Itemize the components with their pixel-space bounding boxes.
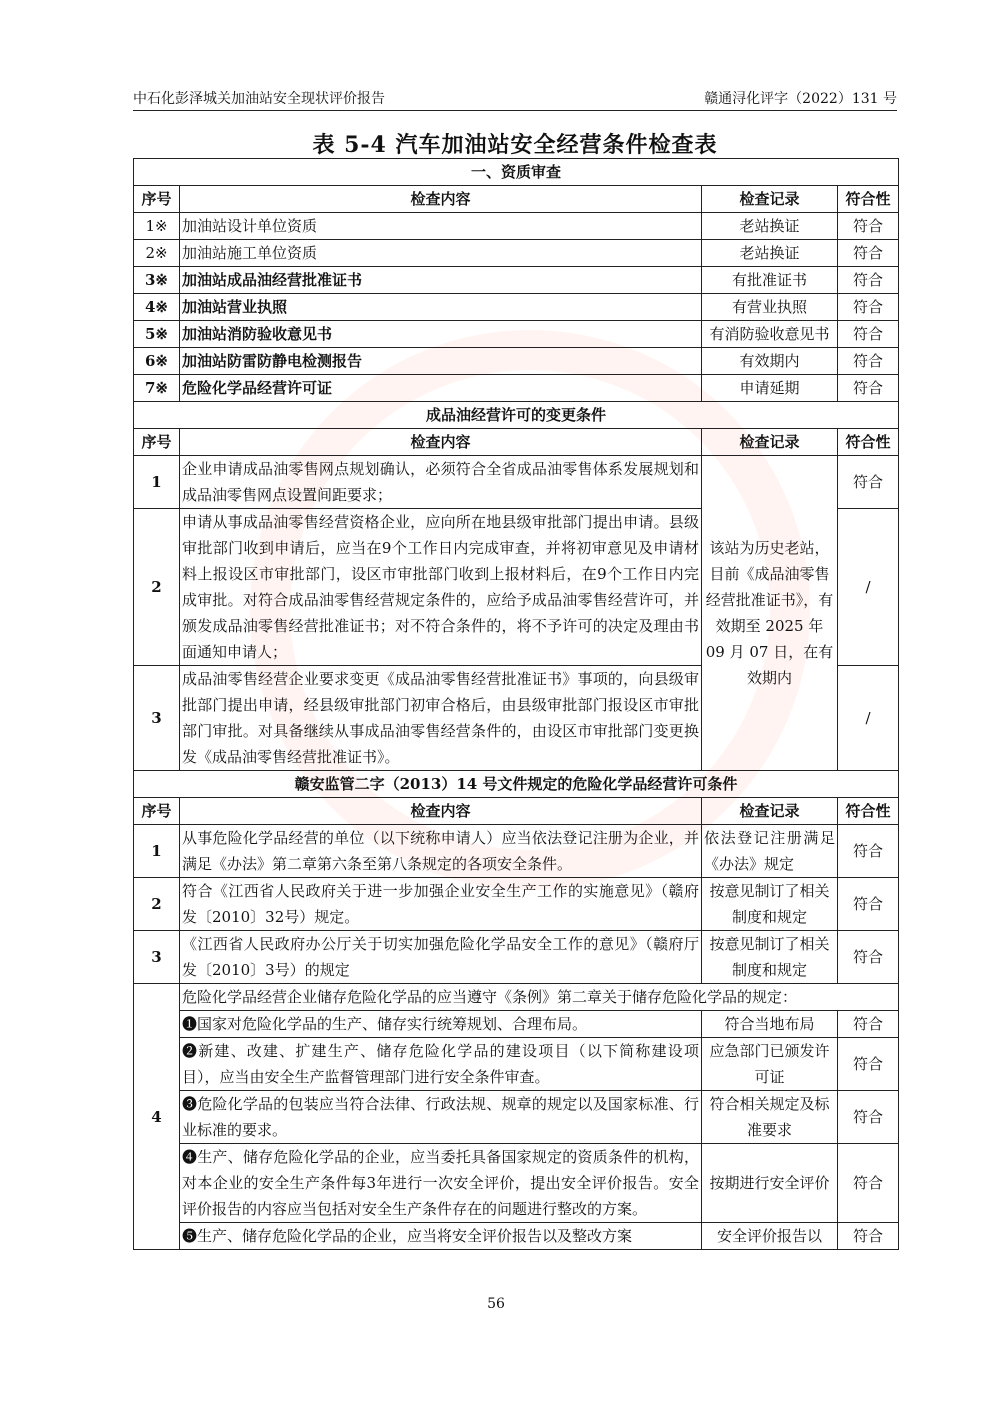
row-content: 加油站营业执照: [180, 294, 702, 321]
section-title: 赣安监管二字（2013）14 号文件规定的危险化学品经营许可条件: [134, 771, 899, 798]
row-content: 加油站施工单位资质: [180, 240, 702, 267]
header-report-number: 赣通浔化评字（2022）131 号: [704, 91, 897, 107]
col-header-no: 序号: [134, 429, 180, 456]
row-no: 3: [134, 931, 180, 984]
col-header-no: 序号: [134, 186, 180, 213]
row-record: 老站换证: [702, 213, 838, 240]
col-header-no: 序号: [134, 798, 180, 825]
table-subrow: [134, 1223, 899, 1250]
row-conform: 符合: [838, 267, 899, 294]
row-no: 3: [134, 666, 180, 771]
row-content: 符合《江西省人民政府关于进一步加强企业安全生产工作的实施意见》（赣府发〔2010〕32号）规定。: [180, 878, 702, 931]
check-table: [133, 158, 899, 1250]
row-conform: 符合: [838, 375, 899, 402]
table-subrow: [134, 1011, 899, 1038]
table-row: [134, 878, 899, 931]
row-conform: 符合: [838, 213, 899, 240]
table-row: [134, 825, 899, 878]
row-no: 2: [134, 509, 180, 666]
table-subrow: [134, 1091, 899, 1144]
table-subrow: [134, 1144, 899, 1223]
row-intro: 危险化学品经营企业储存危险化学品的应当遵守《条例》第二章关于储存危险化学品的规定：: [180, 984, 899, 1011]
row-record: 有消防验收意见书: [702, 321, 838, 348]
subrow-conform: 符合: [838, 1223, 899, 1250]
table-row: [134, 267, 899, 294]
row-content: 加油站设计单位资质: [180, 213, 702, 240]
row-record: 有批准证书: [702, 267, 838, 294]
row-no: 1: [134, 456, 180, 509]
row-no: 4: [134, 984, 180, 1250]
page-header: [133, 84, 897, 111]
row-content: 加油站成品油经营批准证书: [180, 267, 702, 294]
row-record: 老站换证: [702, 240, 838, 267]
subrow-content: ❺生产、储存危险化学品的企业，应当将安全评价报告以及整改方案: [180, 1223, 702, 1250]
row-conform: 符合: [838, 348, 899, 375]
row-conform: 符合: [838, 294, 899, 321]
subrow-conform: 符合: [838, 1091, 899, 1144]
subrow-conform: 符合: [838, 1011, 899, 1038]
row-content: 从事危险化学品经营的单位（以下统称申请人）应当依法登记注册为企业，并满足《办法》第二章第六条至第八条规定的各项安全条件。: [180, 825, 702, 878]
row-conform: 符合: [838, 456, 899, 509]
table-subrow: [134, 1038, 899, 1091]
row-conform: 符合: [838, 878, 899, 931]
row-content: 成品油零售经营企业要求变更《成品油零售经营批准证书》事项的，向县级审批部门提出申请，经县级审批部门初审合格后，由县级审批部门报设区市审批部门审批。对具备继续从事成品油零售经营条件的，由设区市审批部门变更换发《成品油零售经营批准证书》。: [180, 666, 702, 771]
row-no: 1: [134, 825, 180, 878]
row-conform: 符合: [838, 931, 899, 984]
table-row: [134, 348, 899, 375]
row-content: 《江西省人民政府办公厅关于切实加强危险化学品安全工作的意见》（赣府厅发〔2010〕3号）的规定: [180, 931, 702, 984]
subrow-record: 符合相关规定及标准要求: [702, 1091, 838, 1144]
col-header-record: 检查记录: [702, 429, 838, 456]
row-conform: /: [838, 509, 899, 666]
row-no: 4※: [134, 294, 180, 321]
col-header-record: 检查记录: [702, 798, 838, 825]
row-record: 按意见制订了相关制度和规定: [702, 878, 838, 931]
table-row: [134, 931, 899, 984]
table-row: [134, 456, 899, 509]
row-record: 有效期内: [702, 348, 838, 375]
subrow-content: ❸危险化学品的包装应当符合法律、行政法规、规章的规定以及国家标准、行业标准的要求。: [180, 1091, 702, 1144]
subrow-conform: 符合: [838, 1144, 899, 1223]
subrow-record: 符合当地布局: [702, 1011, 838, 1038]
row-content: 危险化学品经营许可证: [180, 375, 702, 402]
row-no: 3※: [134, 267, 180, 294]
subrow-content: ❶国家对危险化学品的生产、储存实行统筹规划、合理布局。: [180, 1011, 702, 1038]
row-no: 6※: [134, 348, 180, 375]
section-title: 成品油经营许可的变更条件: [134, 402, 899, 429]
row-content: 企业申请成品油零售网点规划确认，必须符合全省成品油零售体系发展规划和成品油零售网点设置间距要求；: [180, 456, 702, 509]
row-conform: 符合: [838, 321, 899, 348]
col-header-content: 检查内容: [180, 186, 702, 213]
row-record: 有营业执照: [702, 294, 838, 321]
row-content: 加油站消防验收意见书: [180, 321, 702, 348]
table-row: [134, 375, 899, 402]
table-header-row: [134, 186, 899, 213]
row-no: 2: [134, 878, 180, 931]
row-record: 按意见制订了相关制度和规定: [702, 931, 838, 984]
table-header-row: [134, 429, 899, 456]
table-row: [134, 240, 899, 267]
table-title: 表 5-4 汽车加油站安全经营条件检查表: [312, 132, 718, 158]
row-content: 申请从事成品油零售经营资格企业，应向所在地县级审批部门提出申请。县级审批部门收到申请后，应当在9个工作日内完成审查，并将初审意见及申请材料上报设区市审批部门，设区市审批部门收到上报材料后，在9个工作日内完成审批。对符合成品油零售经营规定条件的，应给予成品油零售经营许可，并颁发成品油零售经营批准证书；对不符合条件的，将不予许可的决定及理由书面通知申请人；: [180, 509, 702, 666]
subrow-record: 应急部门已颁发许可证: [702, 1038, 838, 1091]
row-conform: /: [838, 666, 899, 771]
col-header-conform: 符合性: [838, 429, 899, 456]
col-header-record: 检查记录: [702, 186, 838, 213]
subrow-content: ❷新建、改建、扩建生产、储存危险化学品的建设项目（以下简称建设项目），应当由安全生产监督管理部门进行安全条件审查。: [180, 1038, 702, 1091]
col-header-content: 检查内容: [180, 429, 702, 456]
col-header-conform: 符合性: [838, 186, 899, 213]
table-row: [134, 294, 899, 321]
subrow-conform: 符合: [838, 1038, 899, 1091]
row-content: 加油站防雷防静电检测报告: [180, 348, 702, 375]
table-row: [134, 321, 899, 348]
row-no: 2※: [134, 240, 180, 267]
page-number: 56: [487, 1296, 505, 1312]
col-header-content: 检查内容: [180, 798, 702, 825]
section-title: 一、资质审查: [134, 159, 899, 186]
row-conform: 符合: [838, 240, 899, 267]
col-header-conform: 符合性: [838, 798, 899, 825]
row-record-merged: 该站为历史老站，目前《成品油零售经营批准证书》，有效期至 2025 年 09 月 07 日，在有效期内: [702, 456, 838, 771]
row-no: 5※: [134, 321, 180, 348]
table-row: [134, 213, 899, 240]
row-record: 申请延期: [702, 375, 838, 402]
subrow-record: 安全评价报告以: [702, 1223, 838, 1250]
row-no: 1※: [134, 213, 180, 240]
row-no: 7※: [134, 375, 180, 402]
subrow-record: 按期进行安全评价: [702, 1144, 838, 1223]
table-row: [134, 984, 899, 1011]
header-report-title: 中石化彭泽城关加油站安全现状评价报告: [133, 91, 385, 107]
row-record: 依法登记注册满足《办法》规定: [702, 825, 838, 878]
row-conform: 符合: [838, 825, 899, 878]
subrow-content: ❹生产、储存危险化学品的企业，应当委托具备国家规定的资质条件的机构，对本企业的安全生产条件每3年进行一次安全评价，提出安全评价报告。安全评价报告的内容应当包括对安全生产条件存在的问题进行整改的方案。: [180, 1144, 702, 1223]
table-header-row: [134, 798, 899, 825]
